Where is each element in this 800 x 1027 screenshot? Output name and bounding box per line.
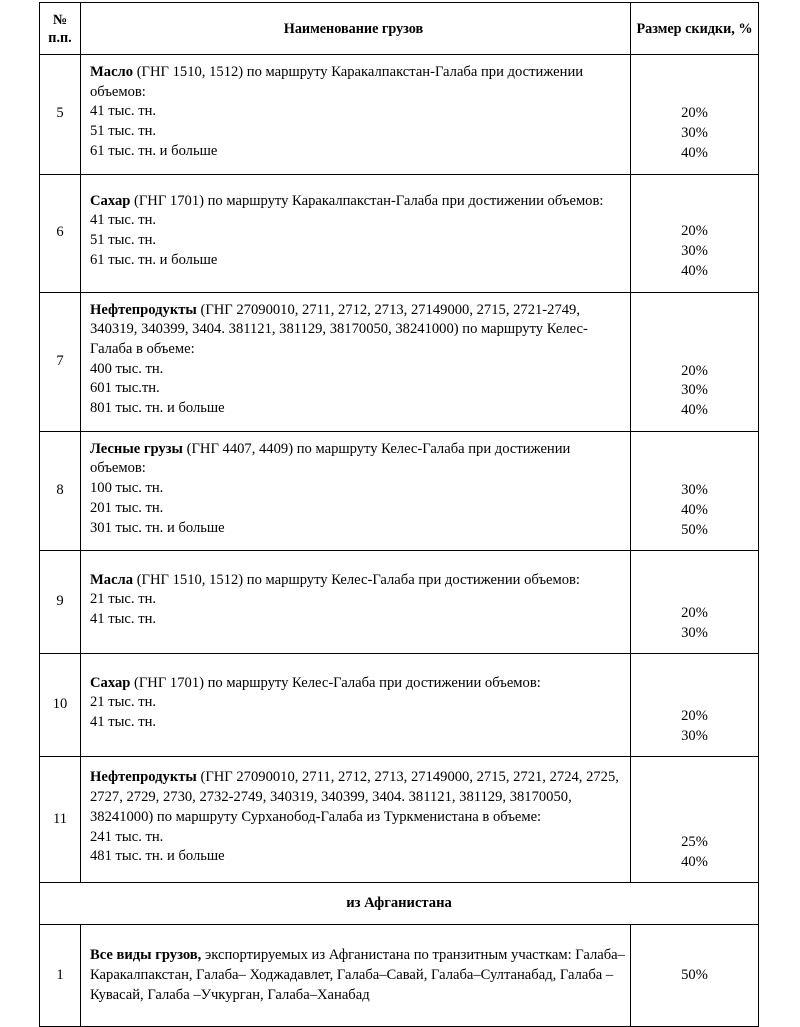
discount-value: 30% <box>681 624 708 641</box>
cargo-description-body <box>90 666 626 745</box>
table-row <box>40 431 759 551</box>
discount-value: 30% <box>681 125 708 142</box>
cargo-route: (ГНГ 1510, 1512) по маршруту Келес-Галаба при достижении объемов: <box>133 571 580 588</box>
row-number: 5 <box>40 55 81 175</box>
cargo-description <box>81 654 631 757</box>
row-number: 8 <box>40 431 81 551</box>
discount-value: 30% <box>681 727 708 744</box>
discount-value: 20% <box>681 707 708 724</box>
cargo-heading <box>90 946 626 1005</box>
row-number: 1 <box>40 925 81 1027</box>
discount-value: 20% <box>681 105 708 122</box>
discount-list <box>631 214 758 291</box>
discount-values <box>631 292 759 431</box>
cargo-heading <box>90 571 626 591</box>
discount-value: 40% <box>681 402 708 419</box>
cargo-name: Нефтепродукты <box>90 301 197 318</box>
discount-list <box>631 699 758 756</box>
discount-list <box>631 825 758 882</box>
cargo-description <box>81 431 631 551</box>
cargo-description-body <box>90 293 626 431</box>
row-number: 9 <box>40 551 81 654</box>
row-number: 7 <box>40 292 81 431</box>
volume-threshold: 61 тыс. тн. и больше <box>90 142 218 159</box>
discount-value: 40% <box>681 501 708 518</box>
table-row <box>40 55 759 175</box>
discount-value: 30% <box>681 382 708 399</box>
volume-threshold: 41 тыс. тн. <box>90 103 157 120</box>
discount-list <box>631 354 758 431</box>
discount-values <box>631 551 759 654</box>
table-row <box>40 174 759 292</box>
discount-value: 50% <box>681 521 708 538</box>
volume-threshold: 241 тыс. тн. <box>90 828 164 845</box>
discount-value: 20% <box>681 223 708 240</box>
discount-value: 30% <box>681 243 708 260</box>
cargo-route: (ГНГ 4407, 4409) по маршруту Келес-Галаба при достижении объемов: <box>90 440 571 477</box>
row-number: 6 <box>40 174 81 292</box>
discount-values <box>631 174 759 292</box>
cargo-description-body <box>90 432 626 551</box>
cargo-route: экспортируемых из Афганистана по транзитным участкам: Галаба– Каракалпакстан, Галаба– Ходжадавлет, Галаба–Савай, Галаба–Султанабад, Галаба – Кувасай, Галаба –Учкурган, Галаба–Ханабад <box>90 947 625 1003</box>
row-number: 10 <box>40 654 81 757</box>
volume-threshold: 301 тыс. тн. и больше <box>90 519 225 536</box>
cargo-name: Масло <box>90 64 134 80</box>
cargo-description <box>81 174 631 292</box>
discount-value: 25% <box>681 833 708 850</box>
discount-value: 20% <box>681 604 708 621</box>
cargo-description <box>81 551 631 654</box>
header-discount: Размер скидки, % <box>631 3 759 55</box>
cargo-name: Лесные грузы <box>90 440 183 457</box>
table-row <box>40 551 759 654</box>
cargo-description <box>81 292 631 431</box>
table-row <box>40 292 759 431</box>
cargo-heading <box>90 63 626 102</box>
discount-values <box>631 55 759 175</box>
volume-threshold: 481 тыс. тн. и больше <box>90 848 225 865</box>
discount-value: 40% <box>681 262 708 279</box>
discount-value: 30% <box>681 482 708 499</box>
cargo-heading <box>90 674 626 694</box>
volume-threshold: 41 тыс. тн. <box>90 212 157 229</box>
discount-list <box>631 96 758 173</box>
discount-value: 50% <box>631 925 759 1027</box>
discount-value: 40% <box>681 853 708 870</box>
table-row <box>40 925 759 1027</box>
cargo-heading <box>90 192 626 212</box>
cargo-description-body <box>90 563 626 642</box>
volume-threshold: 100 тыс. тн. <box>90 480 164 497</box>
volume-threshold: 41 тыс. тн. <box>90 714 157 731</box>
table-header-row <box>40 3 759 55</box>
cargo-name: Все виды грузов, <box>90 947 202 964</box>
volume-threshold: 41 тыс. тн. <box>90 611 157 628</box>
cargo-name: Нефтепродукты <box>90 769 197 786</box>
discount-value: 40% <box>681 144 708 161</box>
table-row <box>40 757 759 883</box>
volume-threshold: 201 тыс. тн. <box>90 499 164 516</box>
volume-threshold: 601 тыс.тн. <box>90 380 160 397</box>
volume-threshold: 400 тыс. тн. <box>90 360 164 377</box>
cargo-route: (ГНГ 27090010, 2711, 2712, 2713, 27149000, 2715, 2721, 2724, 2725, 2727, 2729, 2730, 2732-2749, 340319, 340399, 3404. 381121, 381129, 38170050, 38241000) по маршруту Сурханобод-Галаба из Туркменистана в объеме: <box>90 769 619 825</box>
volume-threshold: 61 тыс. тн. и больше <box>90 251 218 268</box>
cargo-description <box>81 925 631 1027</box>
cargo-description-body <box>90 184 626 283</box>
volume-threshold: 51 тыс. тн. <box>90 232 157 249</box>
cargo-description-body <box>90 760 626 879</box>
cargo-route: (ГНГ 1510, 1512) по маршруту Каракалпакстан-Галаба при достижении объемов: <box>90 64 584 100</box>
cargo-description <box>81 757 631 883</box>
cargo-route: (ГНГ 1701) по маршруту Каракалпакстан-Галаба при достижении объемов: <box>130 192 604 209</box>
discount-list <box>631 473 758 550</box>
cargo-name: Сахар <box>90 192 131 209</box>
volume-threshold: 21 тыс. тн. <box>90 694 157 711</box>
cargo-route: (ГНГ 27090010, 2711, 2712, 2713, 27149000, 2715, 2721-2749, 340319, 340399, 3404. 381121, 381129, 38170050, 38241000) по маршруту Келес-Галаба в объеме: <box>90 301 588 357</box>
discount-values <box>631 654 759 757</box>
volume-threshold: 51 тыс. тн. <box>90 123 157 140</box>
volume-threshold: 801 тыс. тн. и больше <box>90 400 225 417</box>
cargo-heading <box>90 440 626 479</box>
section-title: из Афганистана <box>40 883 759 925</box>
cargo-route: (ГНГ 1701) по маршруту Келес-Галаба при достижении объемов: <box>130 674 541 691</box>
header-name: Наименование грузов <box>81 3 631 55</box>
cargo-name: Сахар <box>90 674 131 691</box>
row-number: 11 <box>40 757 81 883</box>
discount-values <box>631 431 759 551</box>
discount-value: 20% <box>681 362 708 379</box>
table-row <box>40 654 759 757</box>
discount-list <box>631 596 758 653</box>
cargo-description-body <box>90 55 626 174</box>
cargo-heading <box>90 301 626 360</box>
discount-values <box>631 757 759 883</box>
header-num: № п.п. <box>40 3 81 55</box>
discount-table <box>39 2 759 1027</box>
cargo-heading <box>90 768 626 827</box>
cargo-description <box>81 55 631 175</box>
volume-threshold: 21 тыс. тн. <box>90 591 157 608</box>
cargo-name: Масла <box>90 571 134 588</box>
section-header-row <box>40 883 759 925</box>
